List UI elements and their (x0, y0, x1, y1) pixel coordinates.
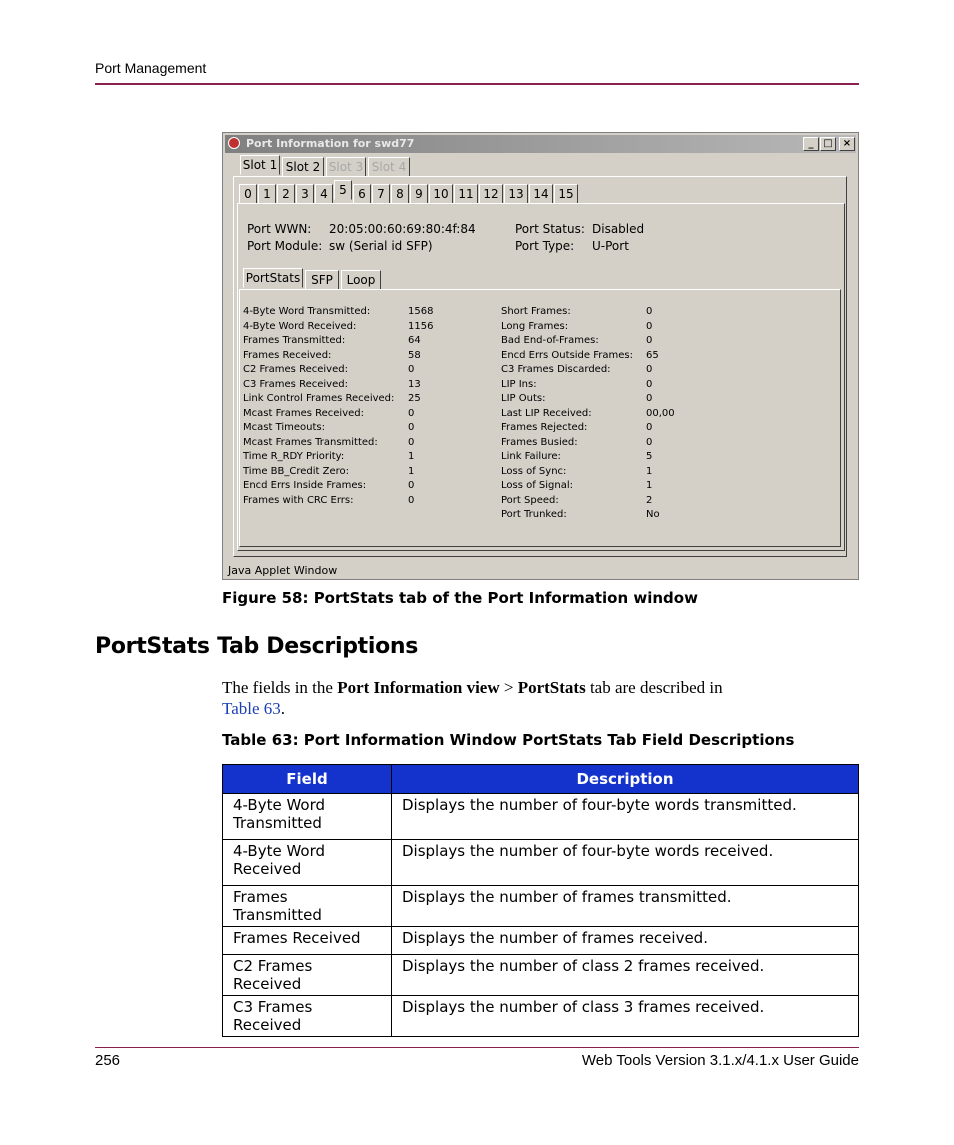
stat-value: 0 (646, 320, 653, 332)
running-header: Port Management (95, 60, 207, 76)
tab-port-0[interactable]: 0 (239, 184, 257, 204)
port-type-label: Port Type: (515, 239, 575, 253)
stat-value: 0 (646, 393, 653, 404)
stat-value: 25 (408, 393, 421, 404)
description-cell: Displays the number of frames received. (392, 927, 859, 955)
tab-port-3[interactable]: 3 (296, 184, 314, 204)
tab-port-1[interactable]: 1 (258, 184, 276, 204)
stat-value: 1156 (408, 320, 434, 332)
stat-label: Frames Rejected: (501, 422, 588, 433)
stat-value: 0 (408, 407, 415, 419)
table-row (223, 955, 859, 996)
table-caption: Table 63: Port Information Window PortStats Tab Field Descriptions (222, 731, 795, 749)
tab-port-15[interactable]: 15 (554, 184, 578, 204)
tab-port-9[interactable]: 9 (410, 184, 428, 204)
stat-label: LIP Ins: (501, 378, 537, 390)
footer-rule (95, 1047, 859, 1048)
header-field: Field (223, 765, 392, 794)
stat-label: Loss of Signal: (501, 480, 574, 491)
window-title: Port Information for swd77 (246, 137, 415, 150)
stat-label: Frames Transmitted: (243, 335, 346, 346)
stat-value: 0 (646, 436, 653, 448)
intro-paragraph (222, 677, 842, 719)
table-row (223, 996, 859, 1037)
stat-label: C2 Frames Received: (243, 364, 348, 375)
stat-value: 1 (646, 465, 653, 477)
port-status-value: Disabled (592, 222, 645, 236)
tab-port-8[interactable]: 8 (391, 184, 409, 204)
stat-label: 4-Byte Word Transmitted: (243, 306, 371, 317)
slot-tabs (240, 155, 440, 177)
intro-separator: > (499, 678, 518, 697)
stat-value: 0 (646, 422, 653, 433)
tab-port-2[interactable]: 2 (277, 184, 295, 204)
stat-label: Time BB_Credit Zero: (243, 465, 350, 477)
stat-label: Frames with CRC Errs: (243, 494, 354, 506)
tab-port-11[interactable]: 11 (454, 184, 478, 204)
window-titlebar[interactable] (225, 135, 856, 153)
stat-value: 0 (408, 480, 415, 491)
maximize-button[interactable]: □ (820, 137, 836, 151)
stat-label: Short Frames: (501, 306, 571, 317)
tab-port-6[interactable]: 6 (353, 184, 371, 204)
header-description: Description (392, 765, 859, 794)
tab-port-12[interactable]: 12 (479, 184, 503, 204)
table-63-link[interactable]: Table 63 (222, 699, 281, 718)
intro-text-post: tab are described in (585, 678, 723, 697)
tab-sfp[interactable]: SFP (305, 270, 339, 290)
tab-port-14[interactable]: 14 (529, 184, 553, 204)
tab-slot-4[interactable]: Slot 4 (368, 157, 410, 177)
description-cell: Displays the number of class 2 frames received. (392, 955, 859, 996)
stat-value: 58 (408, 349, 421, 361)
stat-value: 0 (408, 436, 415, 448)
stat-value: 0 (408, 422, 415, 433)
port-tabs (239, 182, 619, 204)
header-rule (95, 83, 859, 85)
tab-loop[interactable]: Loop (341, 270, 381, 290)
stat-value: 0 (408, 494, 415, 506)
stat-value: 1568 (408, 306, 434, 317)
field-cell: C2 Frames Received (223, 955, 392, 996)
page-number: 256 (95, 1052, 121, 1069)
footer-title: Web Tools Version 3.1.x/4.1.x User Guide (581, 1052, 859, 1069)
port-information-window (222, 132, 859, 580)
description-cell: Displays the number of frames transmitted. (392, 886, 859, 927)
stat-label: LIP Outs: (501, 393, 546, 404)
stat-label: Last LIP Received: (501, 407, 592, 419)
stat-label: Port Speed: (501, 494, 559, 506)
stat-value: 0 (646, 335, 653, 346)
field-cell: C3 Frames Received (223, 996, 392, 1037)
stat-label: Link Failure: (501, 451, 561, 462)
tab-portstats[interactable]: PortStats (243, 268, 303, 288)
port-wwn-label: Port WWN: (247, 222, 312, 236)
stat-label: C3 Frames Discarded: (501, 364, 611, 375)
stat-value: 0 (646, 306, 653, 317)
table-row (223, 794, 859, 840)
section-heading: PortStats Tab Descriptions (95, 634, 419, 659)
tab-slot-2[interactable]: Slot 2 (282, 157, 324, 177)
stat-value: 1 (646, 480, 653, 491)
stat-label: Encd Errs Outside Frames: (501, 349, 633, 361)
tab-port-10[interactable]: 10 (429, 184, 453, 204)
stat-value: 00,00 (646, 407, 675, 419)
port-type-value: U-Port (592, 239, 629, 253)
stat-label: Bad End-of-Frames: (501, 335, 599, 346)
stat-label: Mcast Timeouts: (243, 422, 325, 433)
intro-bold-tab: PortStats (517, 678, 586, 697)
field-cell: Frames Received (223, 927, 392, 955)
port-module-value: sw (Serial id SFP) (329, 239, 433, 253)
stat-label: Port Trunked: (501, 509, 567, 520)
stat-value: 0 (646, 364, 653, 375)
table-row (223, 840, 859, 886)
figure-caption: Figure 58: PortStats tab of the Port Information window (222, 589, 698, 607)
table-row (223, 886, 859, 927)
port-sub-tabs (243, 268, 393, 290)
intro-text-pre: The fields in the (222, 678, 338, 697)
status-bar (225, 563, 856, 579)
stat-label: Frames Received: (243, 349, 332, 361)
stat-value: 65 (646, 349, 659, 361)
stat-value: 0 (646, 378, 653, 390)
stat-label: Time R_RDY Priority: (243, 451, 345, 462)
java-icon (228, 137, 240, 149)
tab-port-13[interactable]: 13 (504, 184, 528, 204)
stat-value: 0 (408, 364, 415, 375)
tab-port-5[interactable]: 5 (334, 180, 352, 200)
stat-value: 2 (646, 494, 653, 506)
stat-label: Encd Errs Inside Frames: (243, 480, 367, 491)
tab-port-4[interactable]: 4 (315, 184, 333, 204)
stat-value: 5 (646, 451, 653, 462)
stat-label: Frames Busied: (501, 436, 578, 448)
field-cell: 4-Byte Word Received (223, 840, 392, 886)
intro-text-end: . (280, 699, 286, 718)
stat-value: 1 (408, 451, 415, 462)
intro-bold-view: Port Information view (337, 678, 500, 697)
stat-label: Long Frames: (501, 320, 569, 332)
stat-label: Mcast Frames Transmitted: (243, 436, 378, 448)
stat-value: 13 (408, 378, 421, 390)
field-description-table (222, 764, 859, 1037)
stat-value: 1 (408, 465, 415, 477)
port-status-label: Port Status: (515, 222, 585, 236)
port-wwn-value: 20:05:00:60:69:80:4f:84 (329, 222, 476, 236)
tab-port-7[interactable]: 7 (372, 184, 390, 204)
minimize-button[interactable]: _ (803, 137, 819, 151)
stat-label: C3 Frames Received: (243, 378, 348, 390)
stat-label: Link Control Frames Received: (243, 393, 395, 404)
stat-value: No (646, 509, 660, 520)
description-cell: Displays the number of four-byte words received. (392, 840, 859, 886)
table-row (223, 927, 859, 955)
tab-slot-1[interactable]: Slot 1 (240, 155, 280, 175)
stat-value: 64 (408, 335, 421, 346)
stat-label: 4-Byte Word Received: (243, 320, 357, 332)
description-cell: Displays the number of four-byte words transmitted. (392, 794, 859, 840)
description-cell: Displays the number of class 3 frames received. (392, 996, 859, 1037)
field-cell: 4-Byte Word Transmitted (223, 794, 392, 840)
close-button[interactable]: × (839, 137, 855, 151)
status-bar-text: Java Applet Window (228, 564, 338, 577)
stat-label: Mcast Frames Received: (243, 407, 364, 419)
tab-slot-3[interactable]: Slot 3 (326, 157, 366, 177)
field-cell: Frames Transmitted (223, 886, 392, 927)
port-module-label: Port Module: (247, 239, 323, 253)
stat-label: Loss of Sync: (501, 465, 567, 477)
